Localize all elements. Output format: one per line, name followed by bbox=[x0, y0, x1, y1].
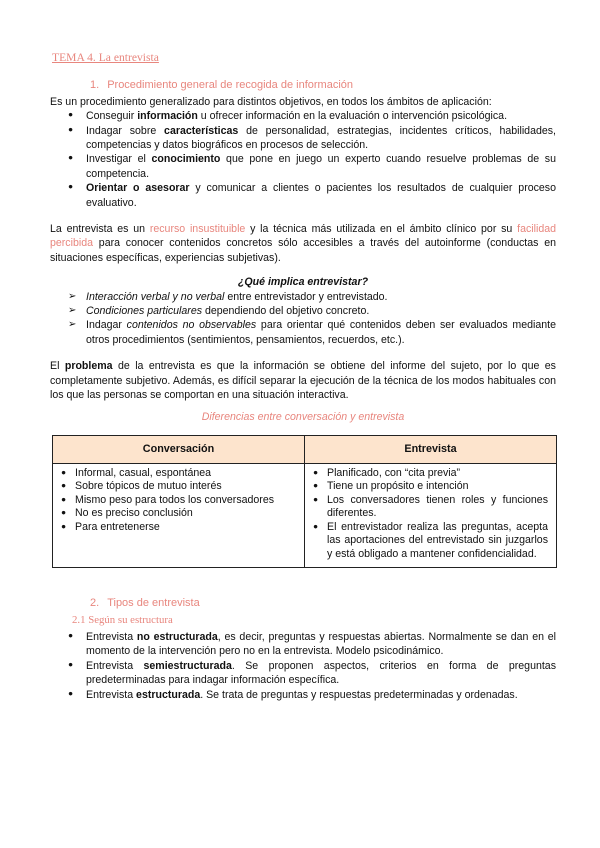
list-item: ● Entrevista estructurada. Se trata de preguntas y respuestas predeterminadas y ordenadas. bbox=[50, 688, 556, 702]
section-2-heading bbox=[90, 596, 556, 611]
list-item: ● Planificado, con “cita previa” bbox=[309, 467, 548, 481]
paragraph-recurso: La entrevista es un recurso insustituible y la técnica más utilizada en el ámbito clínico por su facilidad percibida para conocer contenidos concretos sólo accesibles a través del autoinforme (conductas en situaciones específicas, experiencias subjetivas). bbox=[50, 222, 556, 264]
section-2-bullet-list bbox=[50, 630, 556, 702]
table-caption: Diferencias entre conversación y entrevista bbox=[201, 411, 405, 424]
section-1-number: 1. bbox=[90, 78, 100, 91]
document-title: TEMA 4. La entrevista bbox=[52, 51, 159, 64]
list-item: ● No es preciso conclusión bbox=[57, 507, 296, 521]
list-item: ● Entrevista semiestructurada. Se proponen aspectos, criterios en forma de preguntas predeterminadas para indagar información específica. bbox=[50, 659, 556, 688]
table-header-conversacion: Conversación bbox=[53, 435, 305, 463]
list-item: ➢ Indagar contenidos no observables para orientar qué contenidos deben ser evaluados mediante otros procedimientos (sentimientos, pensamientos, recuerdos, etc.). bbox=[50, 318, 556, 347]
list-item: ● Mismo peso para todos los conversadores bbox=[57, 494, 296, 508]
list-item: ● Conseguir información u ofrecer información en la evaluación o intervención psicológica. bbox=[50, 109, 556, 123]
list-item: ➢ Interacción verbal y no verbal entre entrevistador y entrevistado. bbox=[50, 290, 556, 304]
list-item: ● El entrevistador realiza las preguntas, acepta las aportaciones del entrevistado sin juzgarlos y está obligado a mantener confidencialidad. bbox=[309, 521, 548, 562]
highlight-facilidad: facilidad percibida bbox=[50, 222, 556, 250]
section-1-heading bbox=[90, 78, 556, 93]
section-2-heading-text: Tipos de entrevista bbox=[107, 597, 200, 610]
list-item: ● Para entretenerse bbox=[57, 521, 296, 535]
section-1-intro: Es un procedimiento generalizado para distintos objetivos, en todos los ámbitos de aplicación: bbox=[50, 95, 492, 108]
implica-list bbox=[50, 290, 556, 348]
list-item: ● Tiene un propósito e intención bbox=[309, 480, 548, 494]
section-2-1-heading: 2.1 Según su estructura bbox=[72, 614, 173, 627]
section-2-number: 2. bbox=[90, 597, 100, 610]
section-1-heading-text: Procedimiento general de recogida de información bbox=[107, 78, 354, 91]
list-item: ● Indagar sobre características de personalidad, estrategias, incidentes críticos, habilidades, competencias y datos biográficos en procesos de selección. bbox=[50, 124, 556, 153]
table-row bbox=[53, 463, 557, 568]
highlight-recurso: recurso insustituible bbox=[149, 222, 246, 235]
list-item: ● Entrevista no estructurada, es decir, preguntas y respuestas abiertas. Normalmente se dan en el momento de la intervención pero no en la entrevista. Modelo psicodinámico. bbox=[50, 630, 556, 659]
list-item: ● Sobre tópicos de mutuo interés bbox=[57, 480, 296, 494]
table-cell-conversacion bbox=[53, 463, 305, 568]
list-item: ● Investigar el conocimiento que pone en juego un experto cuando resuelve problemas de su competencia. bbox=[50, 152, 556, 181]
list-item: ➢ Condiciones particulares dependiendo del objetivo concreto. bbox=[50, 304, 556, 318]
paragraph-problema: El problema de la entrevista es que la información se obtiene del informe del sujeto, por lo que es completamente subjetivo. Además, es difícil separar la ejecución de la técnica de los modos habituales con los que las personas se comportan en una situación interactiva. bbox=[50, 360, 556, 402]
list-item: ● Los conversadores tienen roles y funciones diferentes. bbox=[309, 494, 548, 521]
question-heading: ¿Qué implica entrevistar? bbox=[237, 276, 369, 289]
table-cell-entrevista bbox=[305, 463, 557, 568]
section-1-bullet-list bbox=[50, 109, 556, 210]
list-item: ● Orientar o asesorar y comunicar a clientes o pacientes los resultados de cualquier proceso evaluativo. bbox=[50, 181, 556, 210]
comparison-table bbox=[52, 435, 557, 569]
table-header-entrevista: Entrevista bbox=[305, 435, 557, 463]
list-item: ● Informal, casual, espontánea bbox=[57, 467, 296, 481]
